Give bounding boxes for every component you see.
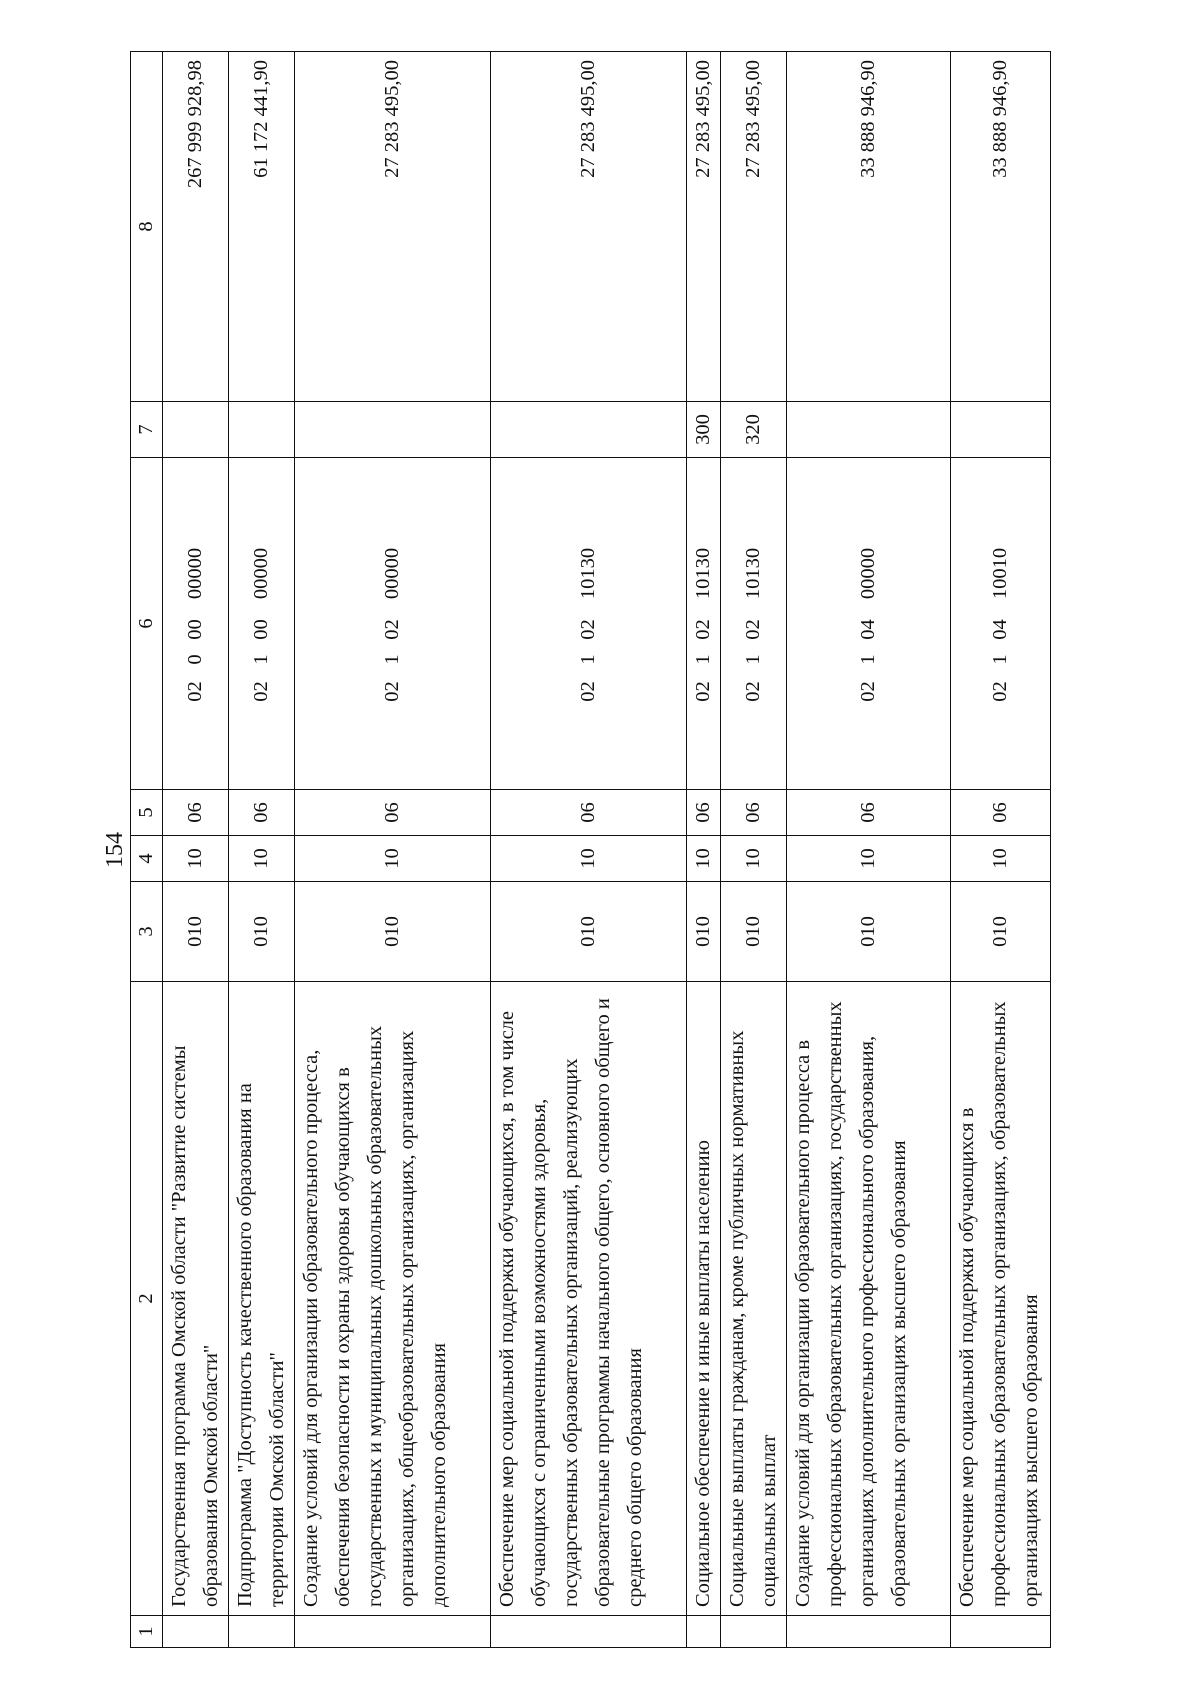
code-part: 02 bbox=[249, 681, 272, 702]
code-part: 10010 bbox=[988, 547, 1011, 600]
amount: 33 888 946,90 bbox=[786, 52, 950, 402]
code-col7 bbox=[950, 402, 1050, 458]
row-name: Государственная программа Омской области "Развитие системы образования Омской области" bbox=[162, 982, 228, 1616]
code-col5: 06 bbox=[294, 790, 490, 836]
code-part: 1 bbox=[691, 654, 714, 665]
code-col5: 06 bbox=[228, 790, 294, 836]
code-col4: 10 bbox=[228, 836, 294, 882]
column-header: 7 bbox=[131, 402, 163, 458]
code-part: 10130 bbox=[741, 547, 764, 600]
row-name: Создание условий для организации образовательного процесса в профессиональных образовательных организациях, государственных организациях дополнительного профессионального образования, образовательных организациях высшего образования bbox=[786, 982, 950, 1616]
row-number bbox=[294, 1616, 490, 1648]
column-header: 1 bbox=[131, 1616, 163, 1648]
code-col5: 06 bbox=[162, 790, 228, 836]
code-col4: 10 bbox=[786, 836, 950, 882]
column-header: 5 bbox=[131, 790, 163, 836]
column-header: 4 bbox=[131, 836, 163, 882]
table-row bbox=[686, 52, 720, 1648]
code-part: 00000 bbox=[380, 547, 403, 600]
code-part: 1 bbox=[741, 654, 764, 665]
code-col7: 300 bbox=[686, 402, 720, 458]
code-col3: 010 bbox=[720, 882, 786, 982]
code-col3: 010 bbox=[162, 882, 228, 982]
code-part: 02 bbox=[576, 619, 599, 640]
code-part: 10130 bbox=[691, 547, 714, 600]
code-col4: 10 bbox=[686, 836, 720, 882]
code-col3: 010 bbox=[228, 882, 294, 982]
row-name: Социальное обеспечение и иные выплаты населению bbox=[686, 982, 720, 1616]
column-header: 6 bbox=[131, 458, 163, 790]
row-number bbox=[686, 1616, 720, 1648]
code-part: 02 bbox=[691, 619, 714, 640]
code-part: 00 bbox=[249, 619, 272, 640]
row-name: Создание условий для организации образовательного процесса, обеспечения безопасности и охраны здоровья обучающихся в государственных и муниципальных дошкольных образовательных организациях, общеобразовательных организациях, организациях дополнительного образования bbox=[294, 982, 490, 1616]
table-row bbox=[294, 52, 490, 1648]
code-col3: 010 bbox=[686, 882, 720, 982]
amount: 27 283 495,00 bbox=[294, 52, 490, 402]
code-part: 1 bbox=[576, 654, 599, 665]
code-col7 bbox=[490, 402, 686, 458]
code-col7 bbox=[294, 402, 490, 458]
code-part: 02 bbox=[856, 681, 879, 702]
amount: 61 172 441,90 bbox=[228, 52, 294, 402]
code-part: 00000 bbox=[249, 547, 272, 600]
amount: 33 888 946,90 bbox=[950, 52, 1050, 402]
target-code bbox=[950, 458, 1050, 790]
code-part: 00 bbox=[183, 619, 206, 640]
code-col5: 06 bbox=[490, 790, 686, 836]
row-number bbox=[162, 1616, 228, 1648]
row-name: Обеспечение мер социальной поддержки обучающихся в профессиональных образовательных организациях, образовательных организациях высшего образования bbox=[950, 982, 1050, 1616]
code-col7 bbox=[228, 402, 294, 458]
code-col3: 010 bbox=[294, 882, 490, 982]
code-part: 1 bbox=[988, 654, 1011, 665]
code-col3: 010 bbox=[490, 882, 686, 982]
code-part: 02 bbox=[741, 681, 764, 702]
code-col4: 10 bbox=[162, 836, 228, 882]
column-header: 3 bbox=[131, 882, 163, 982]
code-part: 02 bbox=[741, 619, 764, 640]
table-row bbox=[720, 52, 786, 1648]
header-row bbox=[131, 52, 163, 1648]
code-col5: 06 bbox=[720, 790, 786, 836]
target-code bbox=[228, 458, 294, 790]
code-part: 04 bbox=[856, 619, 879, 640]
table-row bbox=[162, 52, 228, 1648]
code-col7 bbox=[786, 402, 950, 458]
code-part: 1 bbox=[249, 654, 272, 665]
code-part: 1 bbox=[856, 654, 879, 665]
code-part: 00000 bbox=[183, 547, 206, 600]
amount: 27 283 495,00 bbox=[720, 52, 786, 402]
row-number bbox=[490, 1616, 686, 1648]
rotated-page bbox=[30, 40, 1142, 1660]
target-code bbox=[786, 458, 950, 790]
code-col7: 320 bbox=[720, 402, 786, 458]
code-part: 0 bbox=[183, 654, 206, 665]
row-number bbox=[228, 1616, 294, 1648]
table-row bbox=[786, 52, 950, 1648]
code-col4: 10 bbox=[720, 836, 786, 882]
code-col5: 06 bbox=[786, 790, 950, 836]
page-number: 154 bbox=[102, 832, 128, 868]
code-part: 02 bbox=[380, 681, 403, 702]
code-part: 02 bbox=[183, 681, 206, 702]
target-code bbox=[490, 458, 686, 790]
code-col5: 06 bbox=[950, 790, 1050, 836]
target-code bbox=[162, 458, 228, 790]
code-part: 02 bbox=[691, 681, 714, 702]
row-number bbox=[786, 1616, 950, 1648]
target-code bbox=[686, 458, 720, 790]
target-code bbox=[294, 458, 490, 790]
budget-table bbox=[130, 51, 1051, 1648]
table-row bbox=[228, 52, 294, 1648]
code-col4: 10 bbox=[294, 836, 490, 882]
column-header: 2 bbox=[131, 982, 163, 1616]
code-part: 1 bbox=[380, 654, 403, 665]
table-row bbox=[950, 52, 1050, 1648]
amount: 267 999 928,98 bbox=[162, 52, 228, 402]
row-name: Подпрограмма "Доступность качественного образования на территории Омской области" bbox=[228, 982, 294, 1616]
code-part: 02 bbox=[988, 681, 1011, 702]
code-part: 10130 bbox=[576, 547, 599, 600]
code-part: 04 bbox=[988, 619, 1011, 640]
amount: 27 283 495,00 bbox=[686, 52, 720, 402]
code-col5: 06 bbox=[686, 790, 720, 836]
code-col4: 10 bbox=[490, 836, 686, 882]
row-number bbox=[950, 1616, 1050, 1648]
code-part: 00000 bbox=[856, 547, 879, 600]
code-col4: 10 bbox=[950, 836, 1050, 882]
column-header: 8 bbox=[131, 52, 163, 402]
target-code bbox=[720, 458, 786, 790]
amount: 27 283 495,00 bbox=[490, 52, 686, 402]
code-part: 02 bbox=[380, 619, 403, 640]
code-col7 bbox=[162, 402, 228, 458]
row-number bbox=[720, 1616, 786, 1648]
code-part: 02 bbox=[576, 681, 599, 702]
code-col3: 010 bbox=[950, 882, 1050, 982]
row-name: Социальные выплаты гражданам, кроме публичных нормативных социальных выплат bbox=[720, 982, 786, 1616]
table-row bbox=[490, 52, 686, 1648]
row-name: Обеспечение мер социальной поддержки обучающихся, в том числе обучающихся с ограниченными возможностями здоровья, государственных образовательных организаций, реализующих образовательные программы начального общего, основного общего и среднего общего образования bbox=[490, 982, 686, 1616]
code-col3: 010 bbox=[786, 882, 950, 982]
